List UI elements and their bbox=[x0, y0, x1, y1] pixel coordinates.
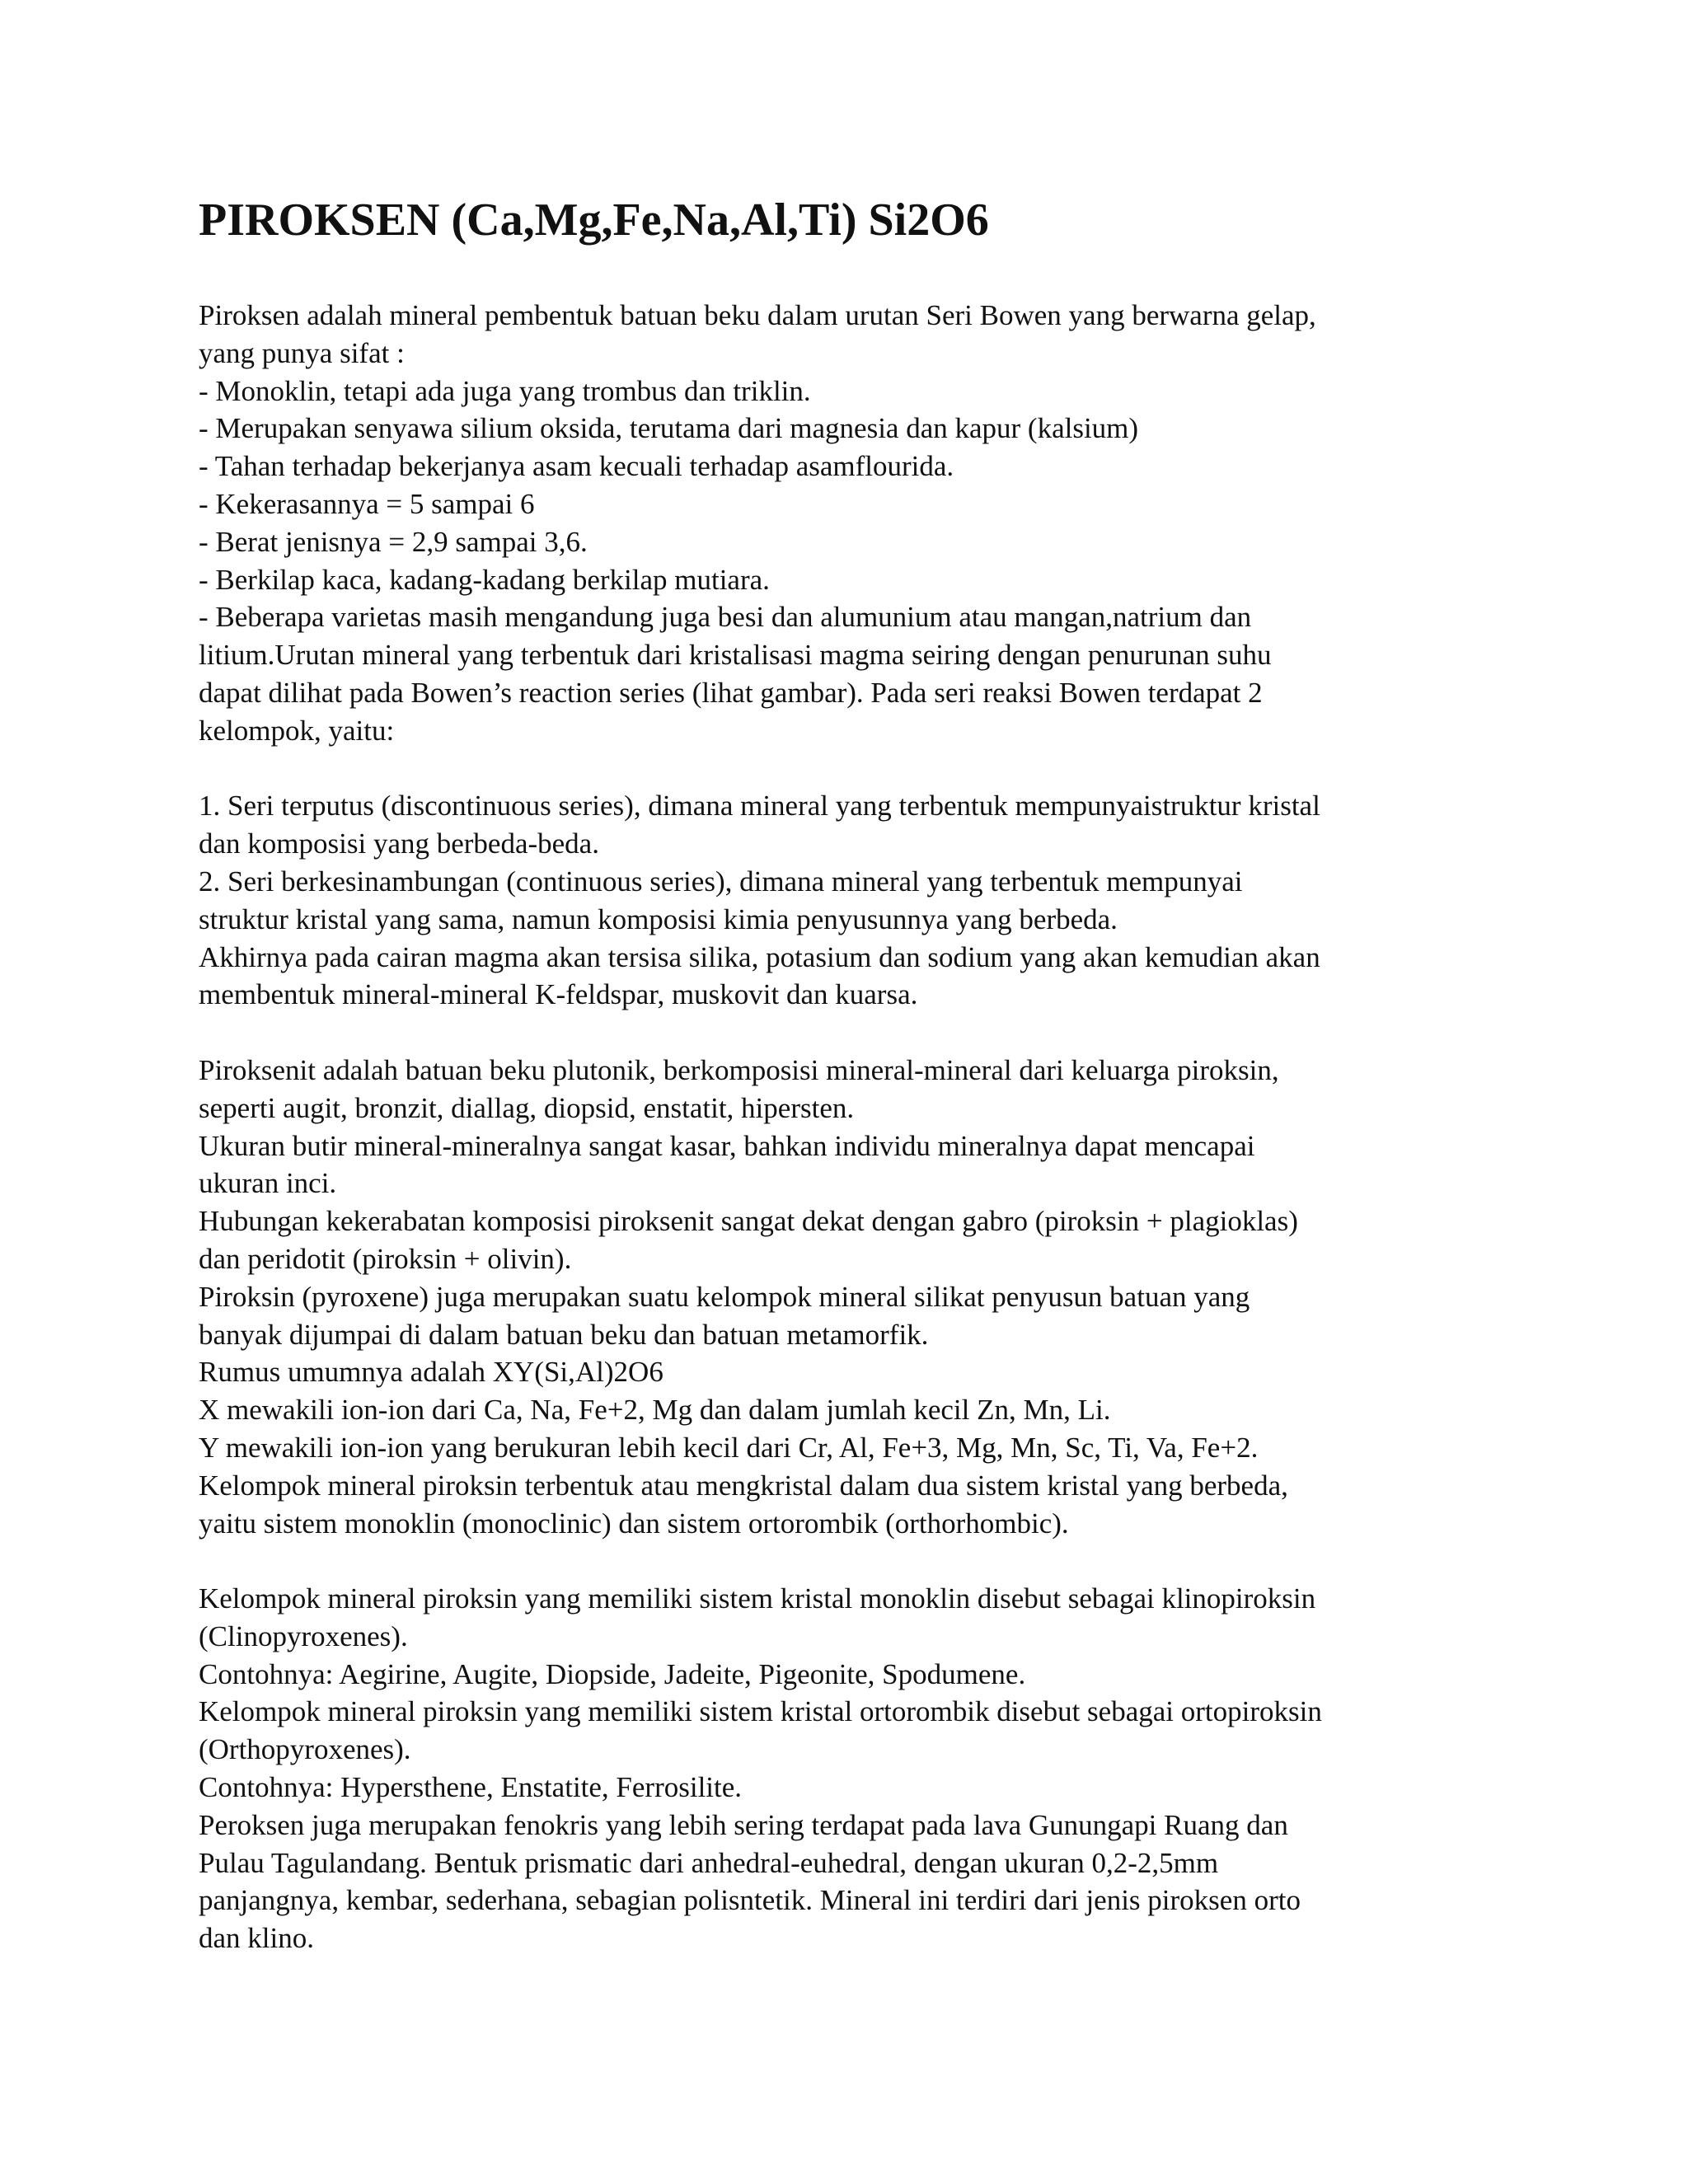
text-line: 2. Seri berkesinambungan (continuous series), dimana mineral yang terbentuk mempunyai bbox=[199, 865, 1243, 898]
document-title: PIROKSEN (Ca,Mg,Fe,Na,Al,Ti) Si2O6 bbox=[199, 194, 989, 246]
paragraph-gap bbox=[199, 1014, 1501, 1052]
text-line: X mewakili ion-ion dari Ca, Na, Fe+2, Mg dan dalam jumlah kecil Zn, Mn, Li. bbox=[199, 1394, 1111, 1427]
text-line: seperti augit, bronzit, diallag, diopsid, enstatit, hipersten. bbox=[199, 1091, 855, 1124]
body-paragraph bbox=[199, 1580, 1501, 1957]
text-line: banyak dijumpai di dalam batuan beku dan batuan metamorfik. bbox=[199, 1318, 929, 1351]
text-line: Piroksen adalah mineral pembentuk batuan beku dalam urutan Seri Bowen yang berwarna gelap, bbox=[199, 299, 1316, 331]
text-line: Pulau Tagulandang. Bentuk prismatic dari anhedral-euhedral, dengan ukuran 0,2-2,5mm bbox=[199, 1846, 1219, 1879]
text-line: Rumus umumnya adalah XY(Si,Al)2O6 bbox=[199, 1356, 663, 1389]
text-line: Contohnya: Aegirine, Augite, Diopside, Jadeite, Pigeonite, Spodumene. bbox=[199, 1657, 1026, 1690]
document-content bbox=[199, 191, 1501, 1957]
text-line: - Kekerasannya = 5 sampai 6 bbox=[199, 487, 535, 520]
text-line: - Berkilap kaca, kadang-kadang berkilap mutiara. bbox=[199, 563, 770, 596]
text-line: membentuk mineral-mineral K-feldspar, muskovit dan kuarsa. bbox=[199, 978, 918, 1011]
paragraph-gap bbox=[199, 750, 1501, 788]
text-line: Peroksen juga merupakan fenokris yang lebih sering terdapat pada lava Gunungapi Ruang dan bbox=[199, 1808, 1288, 1841]
text-line: litium.Urutan mineral yang terbentuk dari kristalisasi magma seiring dengan penurunan suhu bbox=[199, 639, 1272, 672]
text-line: Piroksenit adalah batuan beku plutonik, berkomposisi mineral-mineral dari keluarga piroksin, bbox=[199, 1053, 1279, 1086]
text-line: - Beberapa varietas masih mengandung juga besi dan alumunium atau mangan,natrium dan bbox=[199, 601, 1252, 634]
text-line: ukuran inci. bbox=[199, 1167, 337, 1200]
text-line: - Berat jenisnya = 2,9 sampai 3,6. bbox=[199, 525, 588, 558]
text-line: Piroksin (pyroxene) juga merupakan suatu kelompok mineral silikat penyusun batuan yang bbox=[199, 1280, 1250, 1313]
text-line: dan komposisi yang berbeda-beda. bbox=[199, 827, 599, 860]
text-line: - Monoklin, tetapi ada juga yang trombus dan triklin. bbox=[199, 374, 811, 407]
text-line: (Clinopyroxenes). bbox=[199, 1619, 408, 1652]
text-line: dan peridotit (piroksin + olivin). bbox=[199, 1242, 572, 1275]
paragraph-gap bbox=[199, 1542, 1501, 1580]
text-line: Kelompok mineral piroksin yang memiliki sistem kristal monoklin disebut sebagai klinopiroksin bbox=[199, 1582, 1316, 1615]
text-line: yaitu sistem monoklin (monoclinic) dan sistem ortorombik (orthorhombic). bbox=[199, 1507, 1069, 1540]
text-line: - Tahan terhadap bekerjanya asam kecuali terhadap asamflourida. bbox=[199, 450, 954, 483]
text-line: (Orthopyroxenes). bbox=[199, 1733, 411, 1766]
text-line: dapat dilihat pada Bowen’s reaction series (lihat gambar). Pada seri reaksi Bowen terdapat 2 bbox=[199, 676, 1263, 709]
text-line: Kelompok mineral piroksin yang memiliki sistem kristal ortorombik disebut sebagai ortopiroksin bbox=[199, 1695, 1322, 1728]
body-paragraph bbox=[199, 1052, 1501, 1542]
body-paragraph bbox=[199, 787, 1501, 1014]
text-line: struktur kristal yang sama, namun komposisi kimia penyusunnya yang berbeda. bbox=[199, 902, 1118, 935]
document-body bbox=[199, 297, 1501, 1957]
text-line: Kelompok mineral piroksin terbentuk atau mengkristal dalam dua sistem kristal yang berbeda, bbox=[199, 1469, 1288, 1502]
text-line: Hubungan kekerabatan komposisi piroksenit sangat dekat dengan gabro (piroksin + plagioklas) bbox=[199, 1205, 1298, 1238]
text-line: dan klino. bbox=[199, 1922, 314, 1955]
text-line: kelompok, yaitu: bbox=[199, 714, 395, 747]
text-line: 1. Seri terputus (discontinuous series), dimana mineral yang terbentuk mempunyaistruktur kristal bbox=[199, 790, 1320, 823]
text-line: Akhirnya pada cairan magma akan tersisa silika, potasium dan sodium yang akan kemudian akan bbox=[199, 940, 1320, 973]
text-line: yang punya sifat : bbox=[199, 336, 405, 369]
text-line: - Merupakan senyawa silium oksida, terutama dari magnesia dan kapur (kalsium) bbox=[199, 412, 1139, 445]
text-line: Ukuran butir mineral-mineralnya sangat kasar, bahkan individu mineralnya dapat mencapai bbox=[199, 1129, 1255, 1162]
text-line: Contohnya: Hypersthene, Enstatite, Ferrosilite. bbox=[199, 1771, 743, 1804]
text-line: panjangnya, kembar, sederhana, sebagian polisntetik. Mineral ini terdiri dari jenis piroksen orto bbox=[199, 1884, 1301, 1917]
body-paragraph bbox=[199, 297, 1501, 750]
text-line: Y mewakili ion-ion yang berukuran lebih kecil dari Cr, Al, Fe+3, Mg, Mn, Sc, Ti, Va, Fe+2. bbox=[199, 1431, 1259, 1464]
